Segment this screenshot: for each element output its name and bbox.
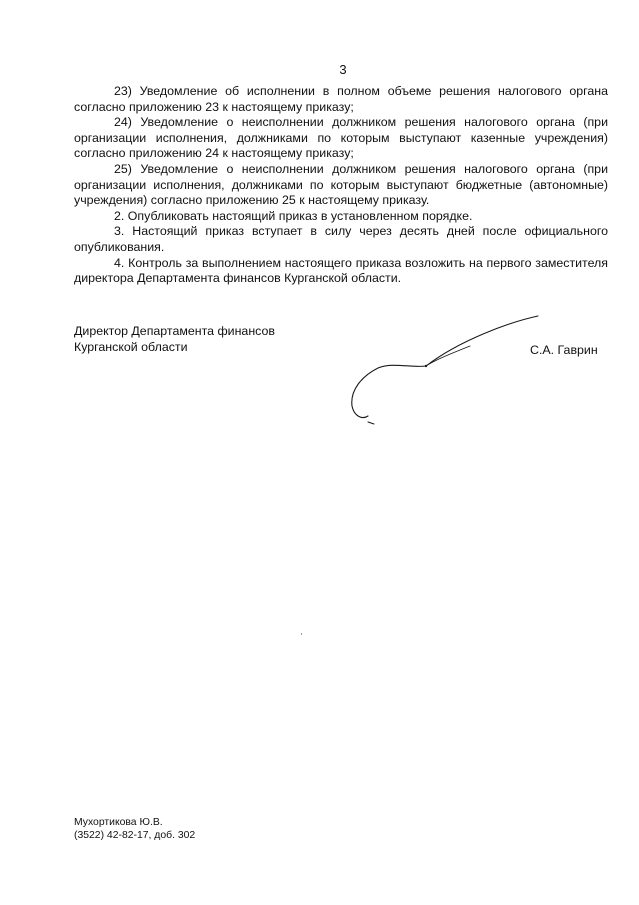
executor-phone: (3522) 42-82-17, доб. 302	[74, 830, 196, 841]
paragraph-effective-date: 3. Настоящий приказ вступает в силу через десять дней после официального опубликования.	[74, 224, 608, 254]
executor-name: Мухортикова Ю.В.	[74, 817, 163, 828]
document-body	[74, 84, 608, 287]
paragraph-publish: 2. Опубликовать настоящий приказ в установленном порядке.	[114, 208, 473, 223]
executor-footer	[74, 816, 195, 842]
paragraph-control: 4. Контроль за выполнением настоящего приказа возложить на первого заместителя директора Департамента финансов Курганской области.	[74, 255, 608, 286]
signatory-position-line1: Директор Департамента финансов	[74, 324, 275, 338]
scan-speck	[301, 633, 302, 635]
signatory-name: С.А. Гаврин	[530, 343, 598, 357]
signatory-position	[74, 324, 275, 355]
handwritten-signature	[340, 310, 550, 430]
paragraph-item-25: 25) Уведомление о неисполнении должником решения налогового органа (при организации исполнения, должниками по которым выступают бюджетные (автономные) учреждения) согласно приложению 25 к настоящему приказу.	[74, 161, 608, 208]
paragraph-item-23: 23) Уведомление об исполнении в полном объеме решения налогового органа согласно приложению 23 к настоящему приказу;	[74, 84, 608, 114]
page-number: 3	[339, 62, 347, 77]
signatory-position-line2: Курганской области	[74, 339, 188, 354]
paragraph-item-24: 24) Уведомление о неисполнении должником решения налогового органа (при организации исполнения, должниками по которым выступают казенные учреждения) согласно приложению 24 к настоящему приказу;	[74, 115, 608, 161]
